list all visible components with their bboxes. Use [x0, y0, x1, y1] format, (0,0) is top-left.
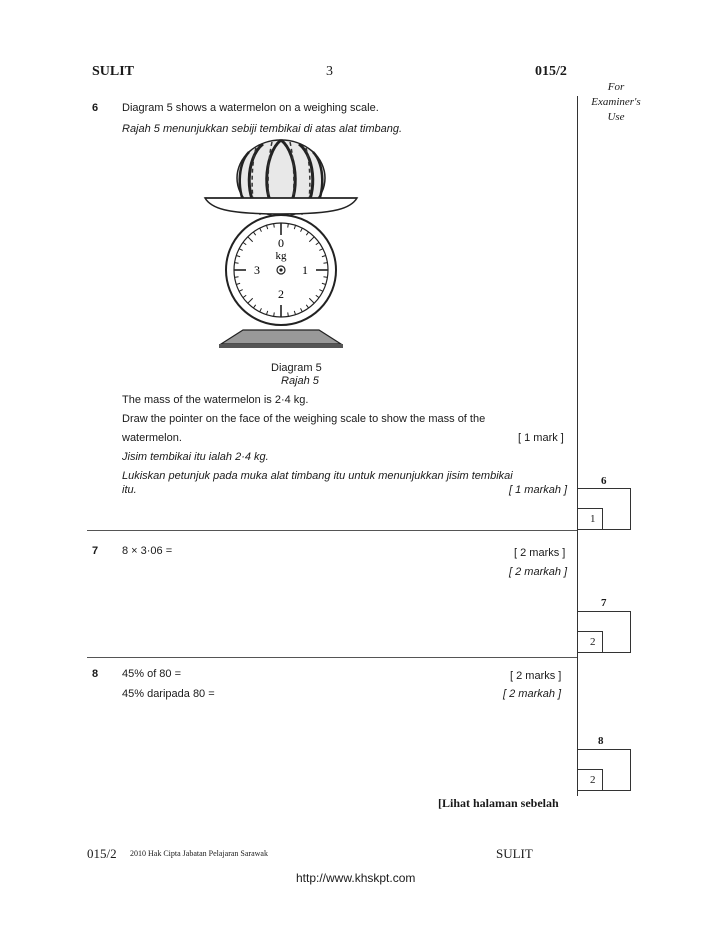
examiner-q7-number: 7: [601, 597, 607, 609]
examiner-q8-score: [577, 769, 603, 791]
paper-code: 015/2: [535, 64, 567, 79]
examiner-q7-score: [577, 631, 603, 653]
dial-tick: [323, 277, 327, 278]
weighing-scale-diagram: [201, 134, 361, 354]
examiner-q6-score: [577, 508, 603, 530]
question-6-text1: The mass of the watermelon is 2·4 kg.: [122, 394, 309, 406]
question-8-text-ms: [122, 688, 215, 700]
page-number: 3: [326, 64, 333, 79]
footer-sulit: SULIT: [496, 846, 533, 861]
question-8-marks-ms: [ 2 markah ]: [503, 688, 562, 700]
header-sulit: SULIT: [92, 64, 135, 79]
examiner-q8-number: 8: [598, 735, 604, 747]
dial-tick: [274, 224, 275, 228]
question-7-marks: [ 2 marks ]: [514, 547, 566, 559]
examiner-q8-score-value: 2: [590, 774, 596, 786]
examiner-use-label: [571, 80, 661, 125]
question-8-number: 8: [92, 668, 99, 680]
dial-tick: [288, 224, 289, 228]
question-8-text-ms-value: 45% daripada 80 =: [122, 688, 215, 700]
dial-tick: [235, 277, 239, 278]
next-page-note: [Lihat halaman sebelah: [438, 796, 559, 810]
question-6-marks: [ 1 mark ]: [518, 432, 564, 444]
question-6-number: 6: [92, 102, 99, 114]
dial-label-zero: 0: [278, 236, 284, 250]
diagram-caption-ms: Rajah 5: [281, 375, 319, 387]
footer-url[interactable]: http://www.khskpt.com: [296, 871, 416, 885]
question-6-text3: watermelon.: [122, 432, 182, 444]
diagram-caption: Diagram 5: [271, 362, 322, 374]
examiner-label-line1: For: [607, 81, 625, 93]
question-7-marks-ms: [ 2 markah ]: [509, 566, 568, 578]
scale-base: [221, 330, 341, 344]
examiner-q6-number: 6: [601, 475, 607, 487]
dial-tick: [288, 312, 289, 316]
question-6-text2-ms: Lukiskan petunjuk pada muka alat timbang itu untuk menunjukkan jisim tembikai: [122, 470, 513, 482]
examiner-label-line2: Examiner's: [591, 96, 641, 108]
question-6-text3-ms: itu.: [122, 484, 137, 496]
dial-label-one: 1: [302, 263, 308, 277]
question-8-marks: [ 2 marks ]: [510, 670, 562, 682]
question-6-intro: Diagram 5 shows a watermelon on a weighing scale.: [122, 102, 379, 114]
divider-q6: [87, 530, 577, 531]
question-6-intro-ms: Rajah 5 menunjukkan sebiji tembikai di atas alat timbang.: [122, 123, 403, 135]
divider-q7: [87, 657, 577, 658]
dial-label-unit: kg: [275, 250, 287, 262]
examiner-q7-score-value: 2: [590, 636, 596, 648]
question-7-text: 8 × 3·06 =: [122, 545, 173, 557]
question-6-text1-ms: Jisim tembikai itu ialah 2·4 kg.: [122, 451, 269, 463]
examiner-label-line3: Use: [607, 111, 625, 123]
question-6-text2: Draw the pointer on the face of the weighing scale to show the mass of the: [122, 413, 486, 425]
examiner-q6-score-value: 1: [590, 513, 596, 525]
dial-label-two: 2: [278, 287, 284, 301]
examiner-column-line: [577, 96, 578, 796]
footer-copyright: 2010 Hak Cipta Jabatan Pelajaran Sarawak: [130, 849, 268, 858]
dial-tick: [323, 263, 327, 264]
question-8-text: 45% of 80 =: [122, 668, 182, 680]
dial-label-three: 3: [254, 263, 260, 277]
dial-tick: [235, 263, 239, 264]
question-6-marks-ms: [ 1 markah ]: [509, 484, 568, 496]
footer-code: 015/2: [87, 846, 117, 861]
dial-tick: [274, 312, 275, 316]
scale-pan: [205, 198, 357, 214]
question-7-number: 7: [92, 545, 99, 557]
